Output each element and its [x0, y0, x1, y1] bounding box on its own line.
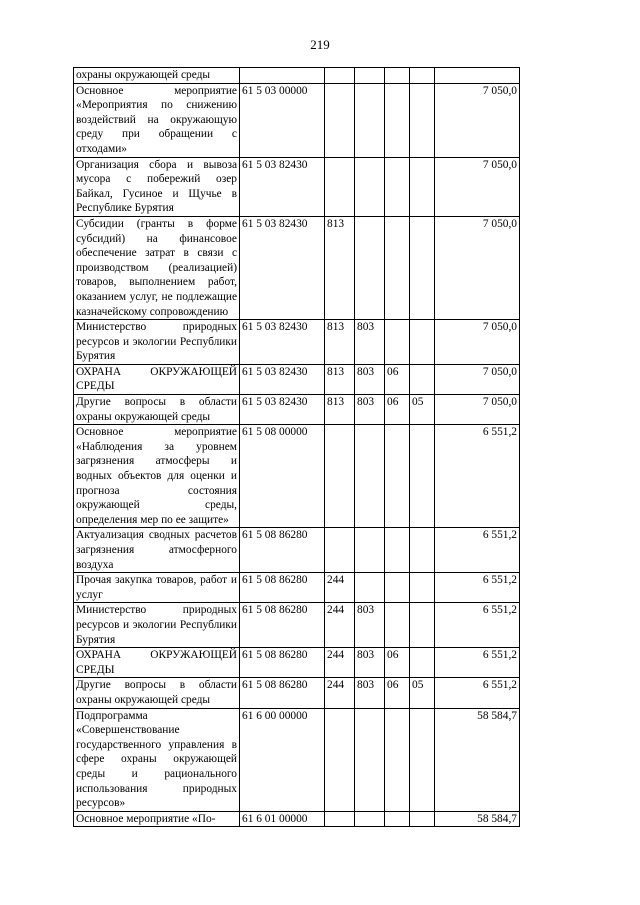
table-row	[74, 395, 520, 425]
row-subsection	[410, 528, 435, 573]
row-description: Подпрограмма «Совершенствование государственного управления в сфере охраны окружающей среды и рационального использования природных ресурсов»	[74, 708, 240, 811]
row-section: 06	[385, 395, 410, 425]
row-section	[385, 573, 410, 603]
row-target-code: 61 5 03 82430	[240, 216, 325, 319]
row-description: Основное мероприятие «По-	[74, 811, 240, 827]
row-amount: 6 551,2	[435, 573, 520, 603]
row-expense-type	[325, 68, 355, 84]
row-amount: 7 050,0	[435, 395, 520, 425]
row-amount: 6 551,2	[435, 425, 520, 528]
row-description: Основное мероприятие «Мероприятия по снижению воздействий на окружающую среду при обращении с отходами»	[74, 83, 240, 157]
row-expense-type: 813	[325, 364, 355, 394]
row-target-code: 61 5 08 86280	[240, 528, 325, 573]
row-description: охраны окружающей среды	[74, 68, 240, 84]
row-ministry-code	[355, 83, 385, 157]
row-section	[385, 425, 410, 528]
row-target-code: 61 5 08 86280	[240, 573, 325, 603]
row-amount: 7 050,0	[435, 83, 520, 157]
row-description: Другие вопросы в области охраны окружающей среды	[74, 395, 240, 425]
row-section	[385, 603, 410, 648]
row-description: Другие вопросы в области охраны окружающей среды	[74, 678, 240, 708]
table-row	[74, 708, 520, 811]
row-amount: 7 050,0	[435, 320, 520, 365]
row-amount: 7 050,0	[435, 157, 520, 216]
row-expense-type	[325, 425, 355, 528]
row-section: 06	[385, 678, 410, 708]
row-expense-type: 244	[325, 648, 355, 678]
row-target-code: 61 5 03 82430	[240, 395, 325, 425]
row-subsection	[410, 573, 435, 603]
row-amount: 6 551,2	[435, 528, 520, 573]
row-expense-type	[325, 83, 355, 157]
row-amount: 58 584,7	[435, 811, 520, 827]
row-subsection	[410, 708, 435, 811]
row-ministry-code: 803	[355, 678, 385, 708]
row-description: Министерство природных ресурсов и экологии Республики Бурятия	[74, 320, 240, 365]
row-target-code: 61 5 03 82430	[240, 320, 325, 365]
row-amount: 7 050,0	[435, 216, 520, 319]
row-subsection	[410, 83, 435, 157]
row-expense-type	[325, 708, 355, 811]
row-section	[385, 528, 410, 573]
table-row	[74, 678, 520, 708]
table-row	[74, 425, 520, 528]
page-number: 219	[310, 37, 330, 52]
row-expense-type: 244	[325, 678, 355, 708]
row-ministry-code: 803	[355, 603, 385, 648]
row-subsection	[410, 320, 435, 365]
row-section	[385, 216, 410, 319]
row-subsection	[410, 68, 435, 84]
row-amount	[435, 68, 520, 84]
row-subsection	[410, 811, 435, 827]
row-ministry-code	[355, 708, 385, 811]
table-row	[74, 648, 520, 678]
row-target-code: 61 6 00 00000	[240, 708, 325, 811]
row-ministry-code: 803	[355, 648, 385, 678]
row-expense-type: 244	[325, 603, 355, 648]
row-amount: 7 050,0	[435, 364, 520, 394]
table-row	[74, 603, 520, 648]
row-target-code	[240, 68, 325, 84]
row-description: Министерство природных ресурсов и экологии Республики Бурятия	[74, 603, 240, 648]
row-section	[385, 320, 410, 365]
row-subsection	[410, 216, 435, 319]
table-row	[74, 320, 520, 365]
row-ministry-code	[355, 68, 385, 84]
row-amount: 58 584,7	[435, 708, 520, 811]
table-row	[74, 364, 520, 394]
row-subsection	[410, 364, 435, 394]
row-subsection	[410, 157, 435, 216]
row-ministry-code: 803	[355, 395, 385, 425]
row-description: Актуализация сводных расчетов загрязнения атмосферного воздуха	[74, 528, 240, 573]
row-ministry-code	[355, 528, 385, 573]
table-row	[74, 811, 520, 827]
row-expense-type	[325, 528, 355, 573]
row-ministry-code	[355, 425, 385, 528]
row-ministry-code	[355, 216, 385, 319]
row-expense-type: 813	[325, 320, 355, 365]
row-description: Субсидии (гранты в форме субсидий) на финансовое обеспечение затрат в связи с производством (реализацией) товаров, выполнением работ, оказанием услуг, не подлежащие казначейскому сопровождению	[74, 216, 240, 319]
row-subsection	[410, 425, 435, 528]
row-expense-type: 813	[325, 216, 355, 319]
row-target-code: 61 5 08 86280	[240, 648, 325, 678]
row-target-code: 61 5 08 86280	[240, 603, 325, 648]
row-amount: 6 551,2	[435, 603, 520, 648]
row-section	[385, 68, 410, 84]
row-description: Прочая закупка товаров, работ и услуг	[74, 573, 240, 603]
table-row	[74, 68, 520, 84]
row-section	[385, 708, 410, 811]
row-section	[385, 83, 410, 157]
row-section: 06	[385, 648, 410, 678]
row-target-code: 61 5 03 82430	[240, 364, 325, 394]
row-section: 06	[385, 364, 410, 394]
row-expense-type	[325, 157, 355, 216]
row-amount: 6 551,2	[435, 678, 520, 708]
row-subsection: 05	[410, 395, 435, 425]
row-ministry-code: 803	[355, 364, 385, 394]
row-ministry-code	[355, 573, 385, 603]
table-row	[74, 157, 520, 216]
table-row	[74, 83, 520, 157]
row-ministry-code	[355, 811, 385, 827]
budget-table	[73, 67, 520, 827]
table-body	[74, 68, 520, 827]
row-subsection: 05	[410, 678, 435, 708]
row-description: Основное мероприятие «Наблюдения за уровнем загрязнения атмосферы и водных объектов для оценки и прогноза состояния окружающей среды, определения мер по ее защите»	[74, 425, 240, 528]
table-row	[74, 216, 520, 319]
row-target-code: 61 5 08 00000	[240, 425, 325, 528]
row-expense-type: 244	[325, 573, 355, 603]
row-target-code: 61 6 01 00000	[240, 811, 325, 827]
table-row	[74, 573, 520, 603]
row-target-code: 61 5 08 86280	[240, 678, 325, 708]
table-row	[74, 528, 520, 573]
row-amount: 6 551,2	[435, 648, 520, 678]
row-target-code: 61 5 03 82430	[240, 157, 325, 216]
row-expense-type	[325, 811, 355, 827]
row-section	[385, 811, 410, 827]
row-subsection	[410, 648, 435, 678]
row-ministry-code: 803	[355, 320, 385, 365]
row-description: ОХРАНА ОКРУЖАЮЩЕЙ СРЕДЫ	[74, 364, 240, 394]
row-section	[385, 157, 410, 216]
row-ministry-code	[355, 157, 385, 216]
row-description: Организация сбора и вывоза мусора с побережий озер Байкал, Гусиное и Щучье в Республике Бурятия	[74, 157, 240, 216]
row-subsection	[410, 603, 435, 648]
row-description: ОХРАНА ОКРУЖАЮЩЕЙ СРЕДЫ	[74, 648, 240, 678]
row-target-code: 61 5 03 00000	[240, 83, 325, 157]
row-expense-type: 813	[325, 395, 355, 425]
